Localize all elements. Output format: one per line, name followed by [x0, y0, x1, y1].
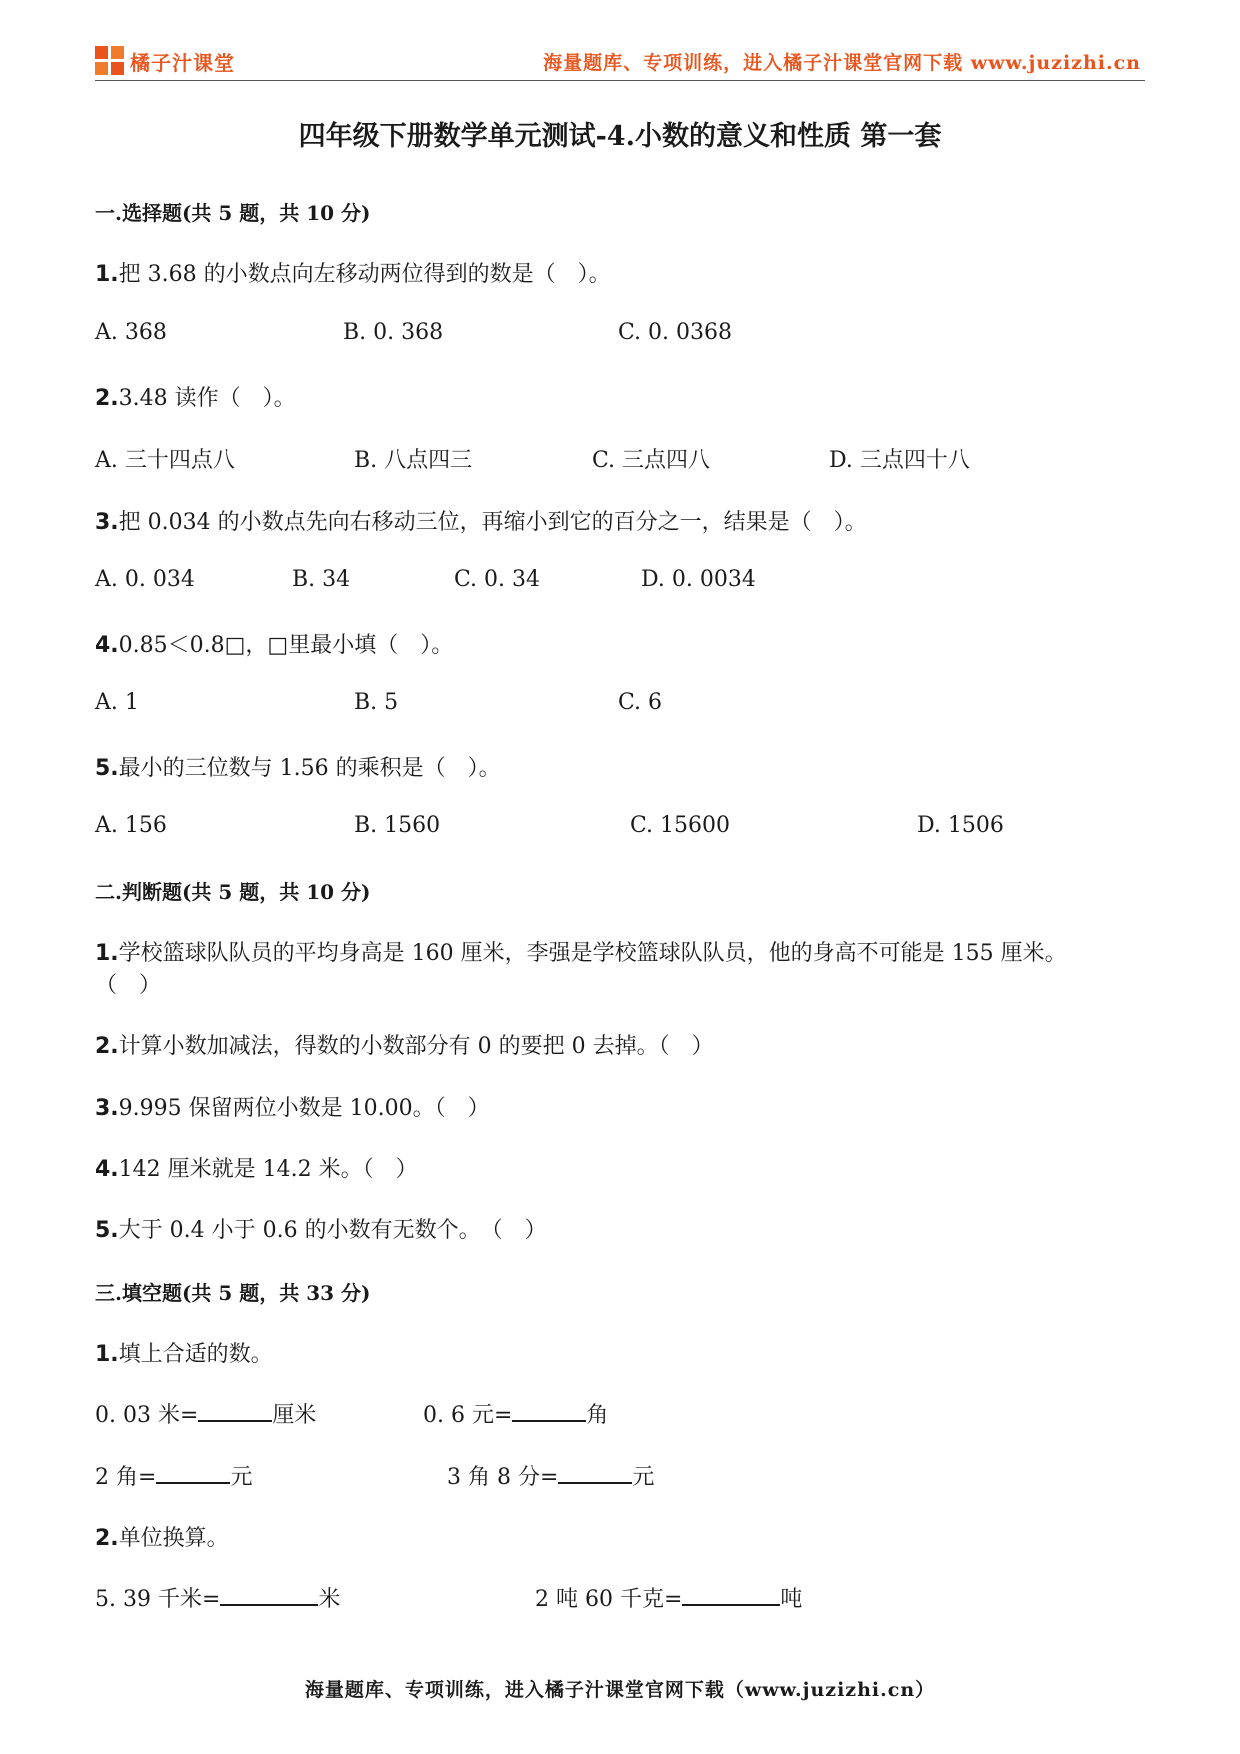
section-heading-choice: 一.选择题(共 5 题，共 10 分): [95, 201, 371, 225]
fill-item: 2 吨 60 千克= 吨: [535, 1582, 802, 1613]
question-2-5: [95, 1213, 547, 1244]
logo-text: 橘子汁课堂: [130, 50, 235, 75]
question-text: 3.48 读作（ ）。: [118, 386, 296, 411]
question-3-1: [95, 1337, 273, 1368]
option-b: B. 八点四三: [354, 448, 473, 473]
header-slogan: 海量题库、专项训练，进入橘子汁课堂官网下载 www.juzizhi.cn: [543, 52, 1141, 74]
question-number: 2.: [95, 1526, 119, 1551]
question-text: 大于 0.4 小于 0.6 的小数有无数个。 （ ）: [118, 1218, 547, 1243]
question-text: 把 0.034 的小数点先向右移动三位，再缩小到它的百分之一，结果是（ ）。: [118, 510, 867, 535]
question-number: 2.: [95, 1034, 119, 1059]
question-number: 2.: [95, 386, 119, 411]
fill-item: 3 角 8 分= 元: [447, 1460, 654, 1491]
option-b: B. 0. 368: [343, 320, 444, 345]
option-a: A. 368: [95, 320, 167, 345]
option-c: C. 15600: [630, 813, 731, 838]
answer-blank[interactable]: [558, 1460, 632, 1484]
option-d: D. 0. 0034: [641, 567, 756, 592]
question-number: 1.: [95, 1342, 119, 1367]
question-1-1: [95, 257, 611, 288]
question-3-2: [95, 1521, 229, 1552]
option-c: C. 0. 0368: [618, 320, 733, 345]
question-number: 4.: [95, 633, 119, 658]
option-b: B. 1560: [354, 813, 441, 838]
question-number: 4.: [95, 1157, 119, 1182]
question-text: 把 3.68 的小数点向左移动两位得到的数是（ ）。: [118, 262, 611, 287]
question-text: 0.85＜0.8□，□里最小填（ ）。: [118, 633, 454, 658]
question-2-1: [95, 936, 1067, 967]
question-text: 9.995 保留两位小数是 10.00。（ ）: [118, 1096, 490, 1121]
question-number: 5.: [95, 1218, 119, 1243]
question-text: 学校篮球队队员的平均身高是 160 厘米，李强是学校篮球队队员，他的身高不可能是 155 厘米。: [118, 941, 1067, 966]
logo-mark-icon: [95, 46, 125, 76]
fill-item: 2 角= 元: [95, 1460, 252, 1491]
document-title: 四年级下册数学单元测试-4.小数的意义和性质 第一套: [298, 121, 942, 152]
logo: [95, 46, 235, 76]
option-c: C. 6: [618, 690, 663, 715]
option-a: A. 156: [95, 813, 167, 838]
option-b: B. 34: [292, 567, 351, 592]
option-c: C. 三点四八: [592, 448, 711, 473]
answer-blank[interactable]: [220, 1582, 318, 1606]
question-text: 计算小数加减法，得数的小数部分有 0 的要把 0 去掉。（ ）: [118, 1034, 714, 1059]
option-a: A. 0. 034: [95, 567, 195, 592]
question-number: 1.: [95, 262, 119, 287]
page-footer: 海量题库、专项训练，进入橘子汁课堂官网下载（www.juzizhi.cn）: [304, 1679, 936, 1701]
option-a: A. 1: [95, 690, 139, 715]
answer-blank[interactable]: [682, 1582, 780, 1606]
question-2-3: [95, 1091, 490, 1122]
answer-blank[interactable]: [198, 1398, 272, 1422]
answer-paren: （ ）: [95, 973, 162, 998]
question-text: 最小的三位数与 1.56 的乘积是（ ）。: [118, 756, 501, 781]
option-a: A. 三十四点八: [95, 448, 235, 473]
answer-blank[interactable]: [512, 1398, 586, 1422]
fill-item: 0. 6 元= 角: [423, 1398, 608, 1429]
question-number: 3.: [95, 510, 119, 535]
question-number: 5.: [95, 756, 119, 781]
fill-item: 0. 03 米= 厘米: [95, 1398, 316, 1429]
answer-blank[interactable]: [156, 1460, 230, 1484]
page-header: [95, 40, 1145, 81]
section-heading-judgement: 二.判断题(共 5 题，共 10 分): [95, 880, 371, 904]
question-1-3: [95, 505, 867, 536]
question-text: 142 厘米就是 14.2 米。（ ）: [118, 1157, 418, 1182]
question-1-4: [95, 628, 453, 659]
option-c: C. 0. 34: [454, 567, 541, 592]
question-number: 3.: [95, 1096, 119, 1121]
question-2-4: [95, 1152, 418, 1183]
option-b: B. 5: [354, 690, 399, 715]
section-heading-fill: 三.填空题(共 5 题，共 33 分): [95, 1281, 371, 1305]
question-2-2: [95, 1029, 714, 1060]
question-number: 1.: [95, 941, 119, 966]
option-d: D. 三点四十八: [829, 448, 970, 473]
fill-item: 5. 39 千米= 米: [95, 1582, 340, 1613]
question-1-5: [95, 751, 501, 782]
question-1-2: [95, 381, 296, 412]
option-d: D. 1506: [917, 813, 1004, 838]
question-text: 填上合适的数。: [118, 1342, 273, 1367]
question-text: 单位换算。: [118, 1526, 229, 1551]
